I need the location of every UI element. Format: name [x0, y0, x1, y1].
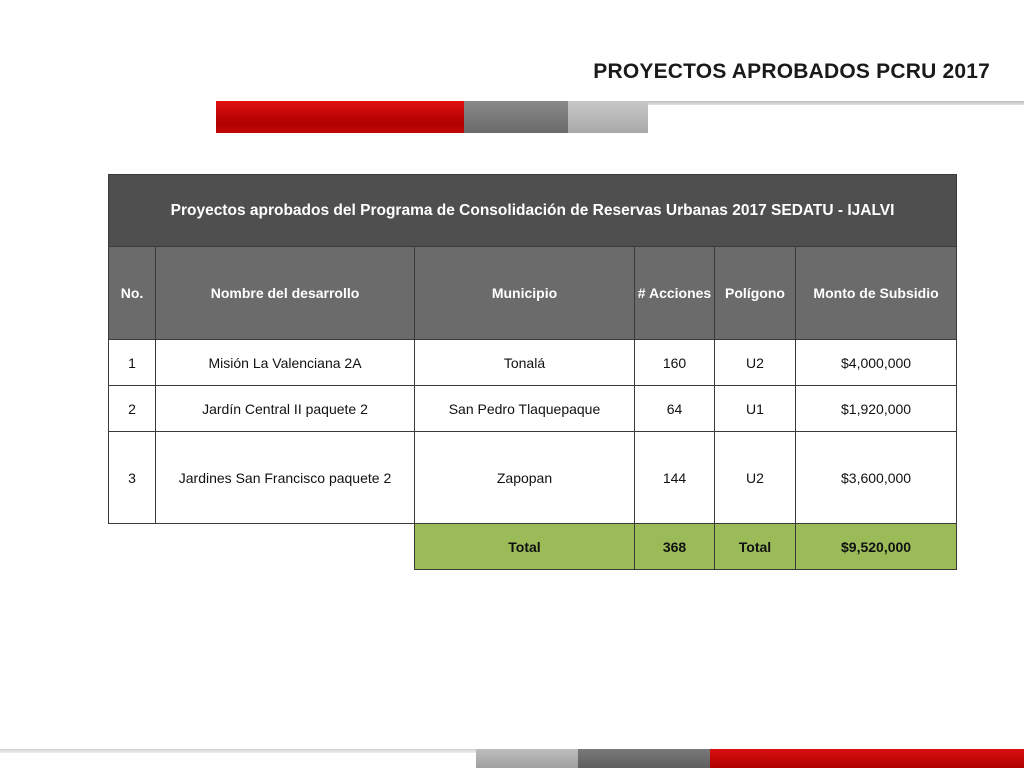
cell-poligono: U1	[715, 386, 796, 432]
top-red-accent-bar	[216, 101, 464, 133]
projects-table	[108, 174, 957, 570]
cell-acciones: 64	[635, 386, 715, 432]
cell-nombre: Misión La Valenciana 2A	[156, 340, 415, 386]
total-label-secondary: Total	[715, 524, 796, 570]
cell-municipio: San Pedro Tlaquepaque	[415, 386, 635, 432]
cell-no: 2	[109, 386, 156, 432]
cell-acciones: 144	[635, 432, 715, 524]
bottom-red-accent-bar	[710, 749, 1024, 768]
bottom-light-gray-accent-bar	[476, 749, 578, 768]
table-header-row	[109, 247, 957, 340]
cell-no: 3	[109, 432, 156, 524]
header-municipio: Municipio	[415, 247, 635, 340]
table-total-row	[109, 524, 957, 570]
total-label: Total	[415, 524, 635, 570]
projects-table-container	[108, 174, 956, 570]
cell-monto: $3,600,000	[796, 432, 957, 524]
table-row	[109, 386, 957, 432]
header-acciones: # Acciones	[635, 247, 715, 340]
table-row	[109, 432, 957, 524]
cell-poligono: U2	[715, 432, 796, 524]
total-row-spacer	[109, 524, 415, 570]
cell-municipio: Tonalá	[415, 340, 635, 386]
table-caption: Proyectos aprobados del Programa de Consolidación de Reservas Urbanas 2017 SEDATU - IJALVI	[109, 175, 957, 247]
top-gray-accent-bar	[464, 101, 568, 133]
total-acciones: 368	[635, 524, 715, 570]
header-no: No.	[109, 247, 156, 340]
cell-nombre: Jardín Central II paquete 2	[156, 386, 415, 432]
slide-title: PROYECTOS APROBADOS PCRU 2017	[593, 60, 990, 83]
cell-municipio: Zapopan	[415, 432, 635, 524]
cell-monto: $1,920,000	[796, 386, 957, 432]
cell-acciones: 160	[635, 340, 715, 386]
cell-poligono: U2	[715, 340, 796, 386]
bottom-gray-accent-bar	[578, 749, 710, 768]
header-poligono: Polígono	[715, 247, 796, 340]
header-monto: Monto de Subsidio	[796, 247, 957, 340]
total-monto: $9,520,000	[796, 524, 957, 570]
cell-monto: $4,000,000	[796, 340, 957, 386]
header-nombre: Nombre del desarrollo	[156, 247, 415, 340]
cell-nombre: Jardines San Francisco paquete 2	[156, 432, 415, 524]
cell-no: 1	[109, 340, 156, 386]
table-row	[109, 340, 957, 386]
top-light-gray-accent-bar	[568, 101, 648, 133]
